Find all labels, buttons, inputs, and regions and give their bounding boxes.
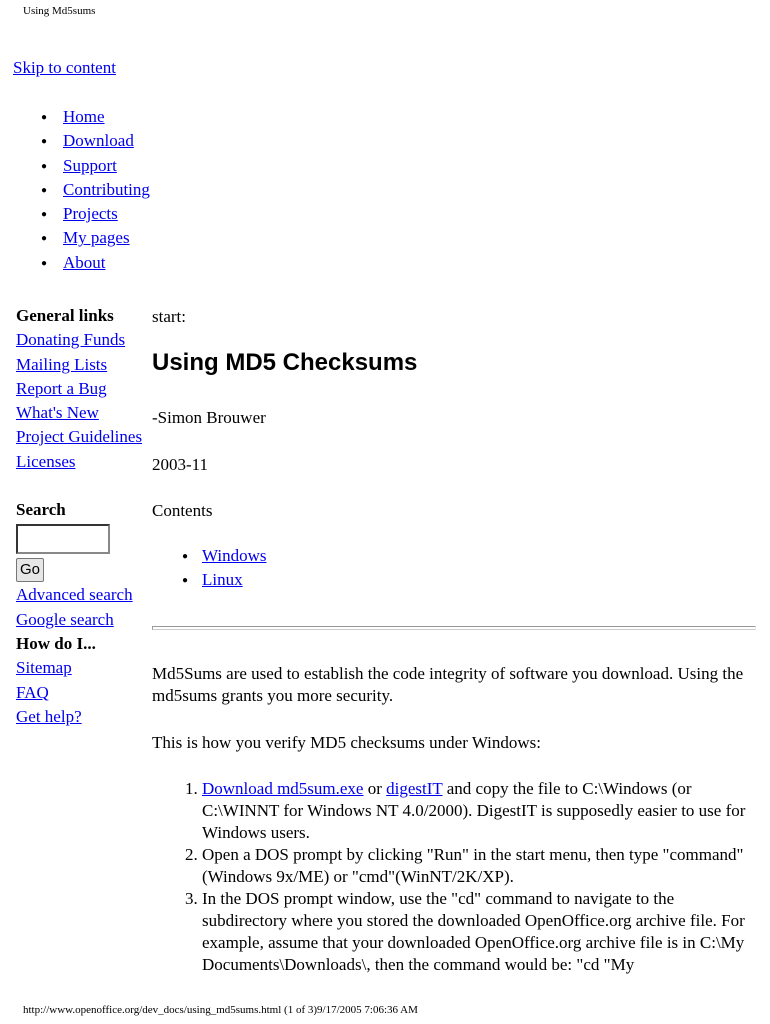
nav-link-contributing[interactable]: Contributing <box>63 179 150 199</box>
nav-item-projects <box>29 202 150 226</box>
skip-to-content-link[interactable]: Skip to content <box>13 58 116 77</box>
how-do-i-heading: How do I... <box>16 633 96 653</box>
intro-paragraph: Md5Sums are used to establish the code integrity of software you download. Using the md5sums grants you more security. <box>152 664 744 705</box>
top-navigation <box>29 105 150 275</box>
toc-link-windows[interactable]: Windows <box>202 546 267 565</box>
search-input[interactable] <box>16 524 110 554</box>
contents-label: Contents <box>152 501 213 520</box>
nav-link-home[interactable]: Home <box>63 107 105 126</box>
step-item <box>202 844 754 888</box>
download-md5sum-link[interactable]: Download md5sum.exe <box>202 779 364 798</box>
nav-item-download <box>29 129 150 153</box>
step1-or-text: or <box>363 779 387 798</box>
nav-link-projects[interactable]: Projects <box>63 204 118 224</box>
date-line: 2003-11 <box>152 455 209 474</box>
author-line: -Simon Brouwer <box>152 408 266 427</box>
link-advanced-search[interactable]: Advanced search <box>16 585 133 605</box>
step2-text: Open a DOS prompt by clicking "Run" in the start menu, then type "command" (Windows 9x/ME) or "cmd"(WinNT/2K/XP). <box>202 845 744 886</box>
link-whats-new[interactable]: What's New <box>16 403 99 423</box>
nav-item-contributing <box>29 178 150 202</box>
toc-item <box>152 568 452 592</box>
page-title: Using MD5 Checksums <box>152 349 418 376</box>
link-donating-funds[interactable]: Donating Funds <box>16 330 126 350</box>
link-mailing-lists[interactable]: Mailing Lists <box>16 354 108 374</box>
link-project-guidelines[interactable]: Project Guidelines <box>16 427 143 447</box>
start-label: start: <box>152 307 186 326</box>
link-faq[interactable]: FAQ <box>16 682 49 702</box>
link-get-help[interactable]: Get help? <box>16 706 82 726</box>
search-block <box>16 498 151 729</box>
nav-link-support[interactable]: Support <box>63 155 117 175</box>
step1-text: and copy the file to C:\Windows (or C:\WINNT for Windows NT 4.0/2000). DigestIT is supposedly easier to use for Windows users. <box>202 779 746 842</box>
search-heading: Search <box>16 500 66 520</box>
sidebar <box>16 304 151 729</box>
table-of-contents <box>152 544 452 593</box>
toc-item <box>152 544 452 568</box>
windows-intro-paragraph: This is how you verify MD5 checksums under Windows: <box>152 733 542 752</box>
nav-item-support <box>29 154 150 178</box>
nav-item-home <box>29 105 150 129</box>
link-report-a-bug[interactable]: Report a Bug <box>16 378 107 398</box>
step3-text: In the DOS prompt window, use the "cd" command to navigate to the subdirectory where you stored the downloaded OpenOffice.org archive file. For example, assume that your downloaded OpenOffice.org archive file is in C:\My Documents\Downloads\, then the command would be: "cd "My <box>202 889 745 974</box>
windows-steps-list <box>152 778 754 976</box>
general-links-heading: General links <box>16 306 114 325</box>
go-button[interactable]: Go <box>16 558 44 582</box>
general-links-block <box>16 304 151 474</box>
nav-item-about <box>29 251 150 275</box>
print-footer-url: http://www.openoffice.org/dev_docs/using_md5sums.html (1 of 3)9/17/2005 7:06:36 AM <box>23 1004 418 1016</box>
toc-link-linux[interactable]: Linux <box>202 570 243 590</box>
section-divider <box>152 626 756 630</box>
digestit-link[interactable]: digestIT <box>386 779 443 798</box>
step-item <box>202 778 754 844</box>
nav-item-my-pages <box>29 226 150 250</box>
nav-link-download[interactable]: Download <box>63 131 134 151</box>
link-licenses[interactable]: Licenses <box>16 451 76 471</box>
step-item <box>202 888 754 976</box>
nav-link-my-pages[interactable]: My pages <box>63 228 130 248</box>
print-header: Using Md5sums <box>23 5 96 17</box>
link-google-search[interactable]: Google search <box>16 609 114 629</box>
link-sitemap[interactable]: Sitemap <box>16 658 72 678</box>
nav-link-about[interactable]: About <box>63 252 106 272</box>
